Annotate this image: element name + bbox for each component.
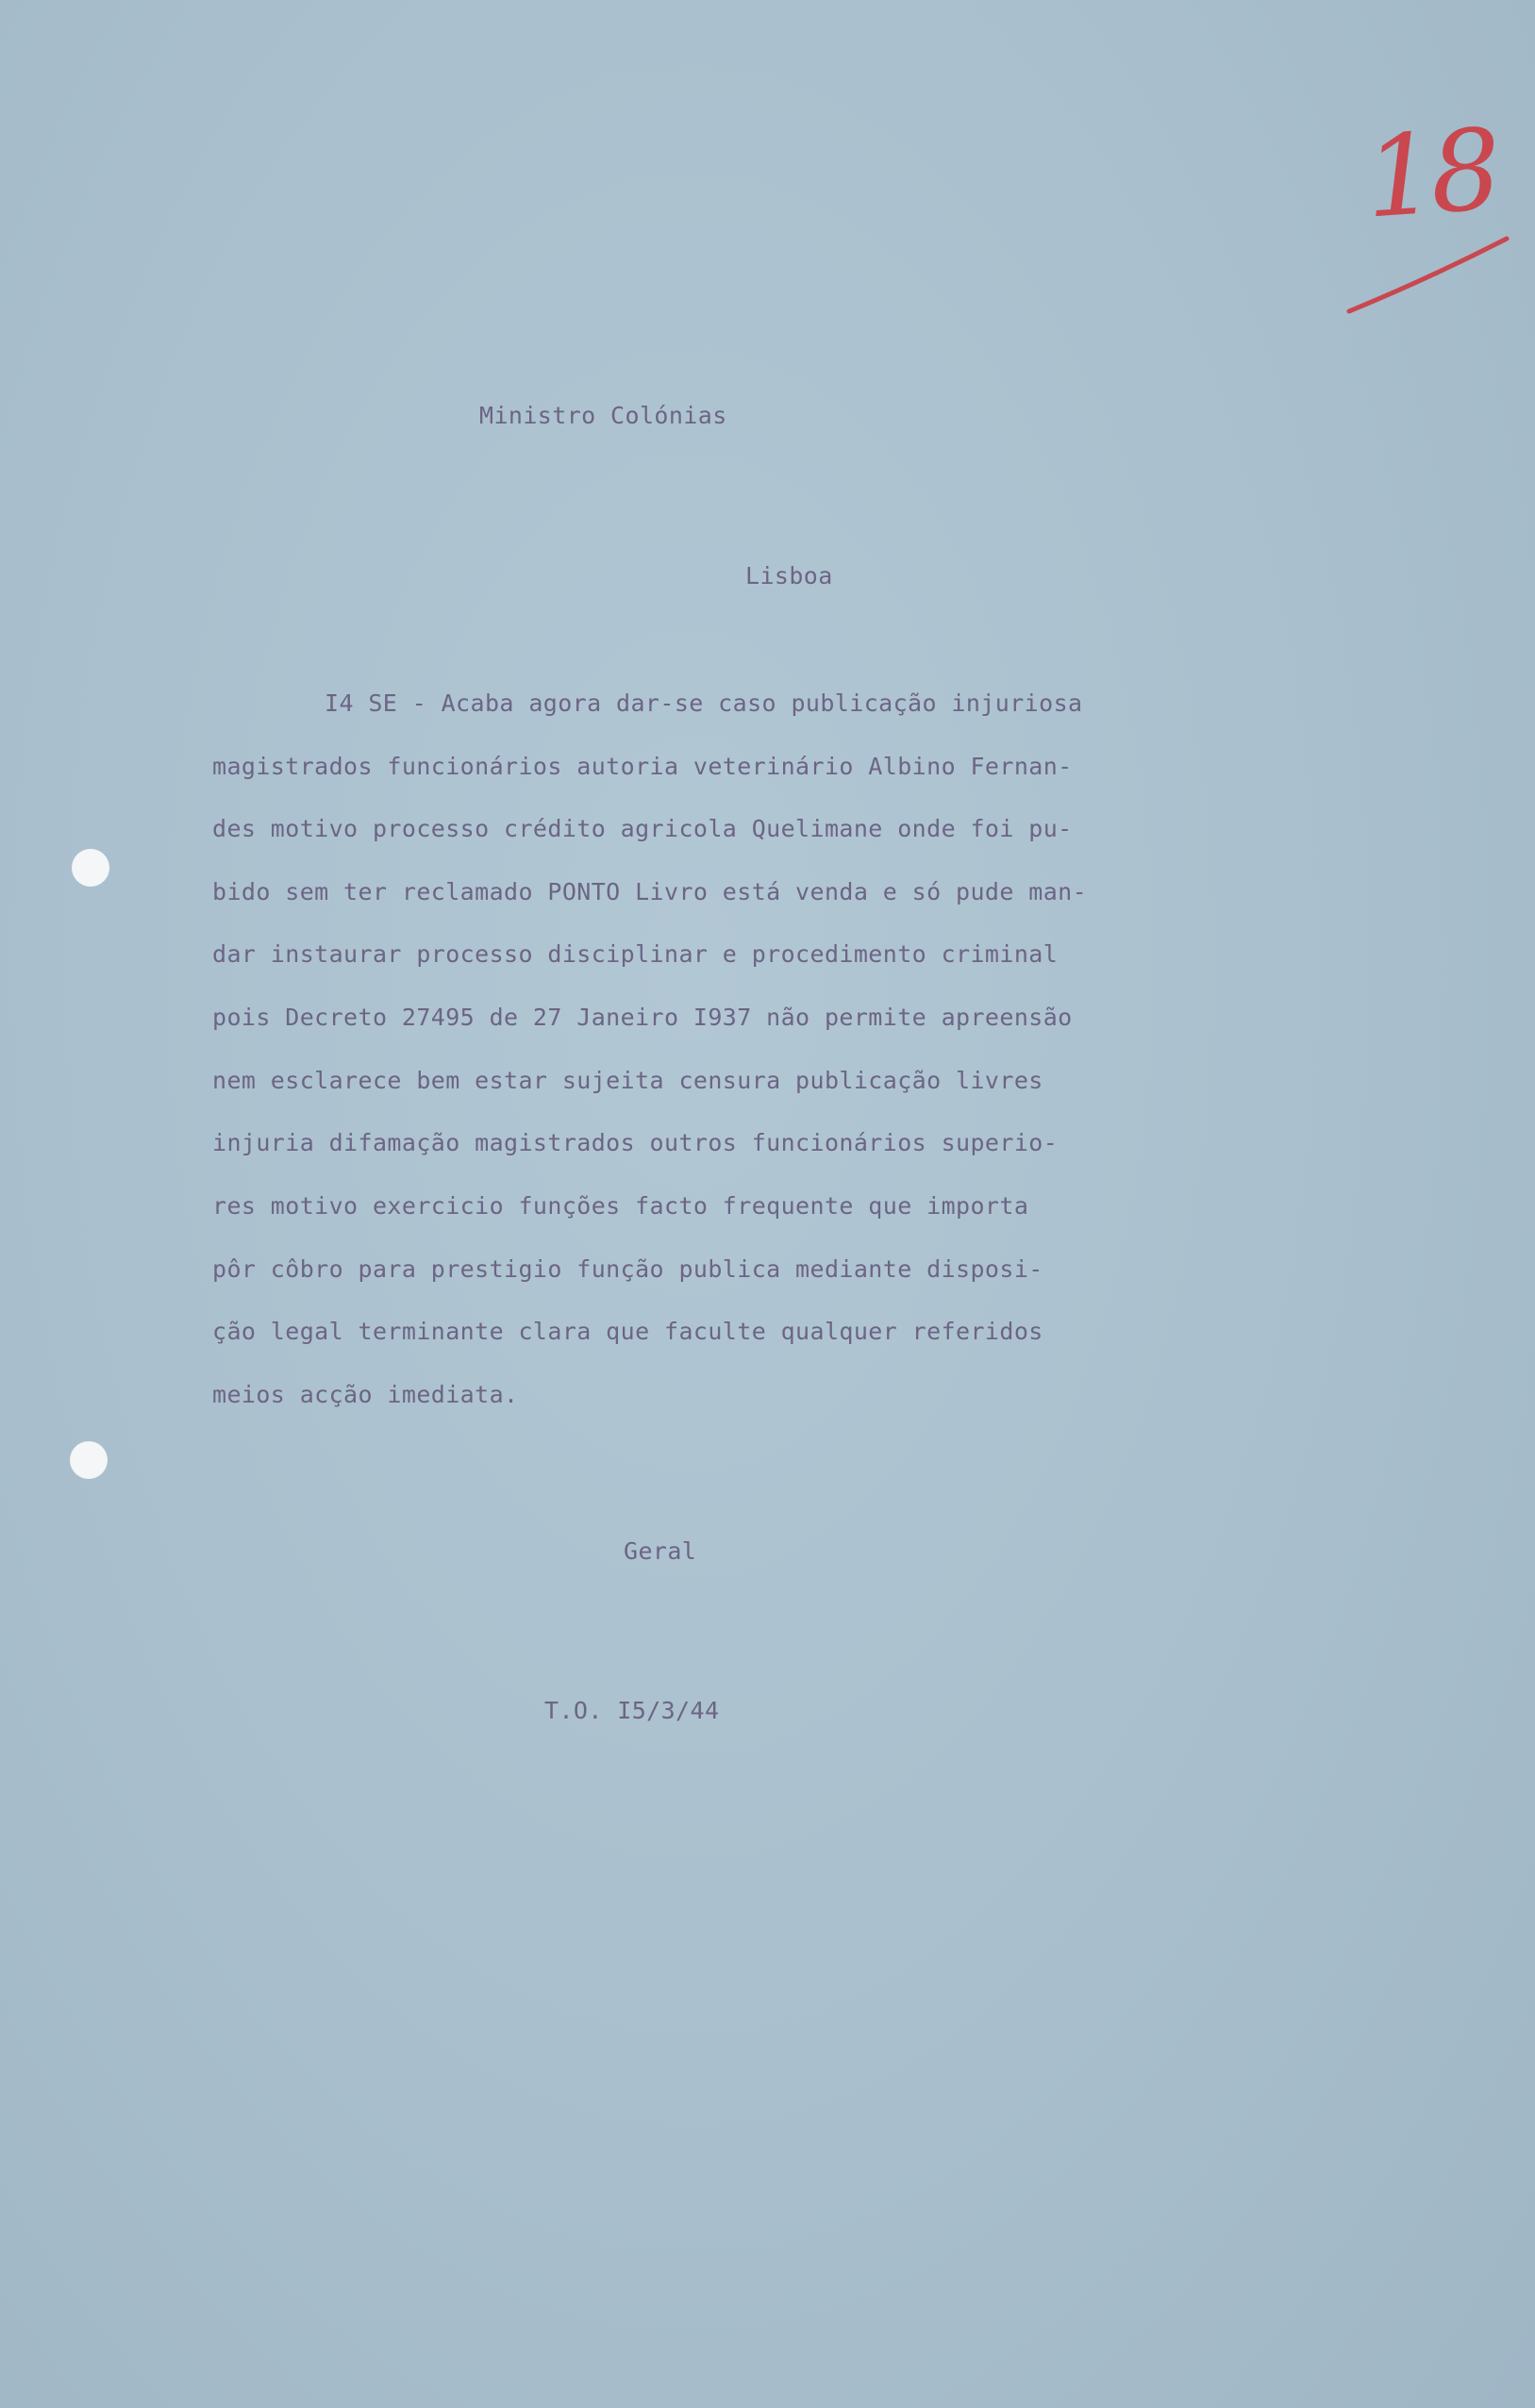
body-line-6: pois Decreto 27495 de 27 Janeiro I937 não permite apreensão — [212, 1004, 1073, 1031]
body-line-1: I4 SE - Acaba agora dar-se caso publicação injuriosa — [325, 689, 1083, 717]
recipient-line: Ministro Colónias — [479, 402, 727, 429]
signature: Geral — [624, 1537, 697, 1565]
body-line-3: des motivo processo crédito agricola Quelimane onde foi pu- — [212, 815, 1073, 842]
body-line-4: bido sem ter reclamado PONTO Livro está venda e só pude man- — [212, 878, 1088, 905]
punch-hole-top — [72, 849, 109, 887]
body-line-2: magistrados funcionários autoria veterinário Albino Fernan- — [212, 753, 1073, 780]
body-line-12: meios acção imediata. — [212, 1381, 519, 1408]
body-line-7: nem esclarece bem estar sujeita censura publicação livres — [212, 1067, 1043, 1094]
body-line-5: dar instaurar processo disciplinar e procedimento criminal — [212, 940, 1059, 968]
folio-number: 18 — [1360, 104, 1500, 243]
body-line-9: res motivo exercicio funções facto frequente que importa — [212, 1192, 1029, 1220]
body-line-10: pôr côbro para prestigio função publica mediante disposi- — [212, 1255, 1043, 1283]
body-line-8: injuria difamação magistrados outros funcionários superio- — [212, 1129, 1059, 1156]
punch-hole-bottom — [70, 1441, 108, 1479]
destination-city: Lisboa — [745, 562, 833, 590]
transmission-date: T.O. I5/3/44 — [544, 1697, 720, 1724]
body-line-11: ção legal terminante clara que faculte qualquer referidos — [212, 1318, 1043, 1345]
folio-number-annotation — [1344, 104, 1524, 335]
